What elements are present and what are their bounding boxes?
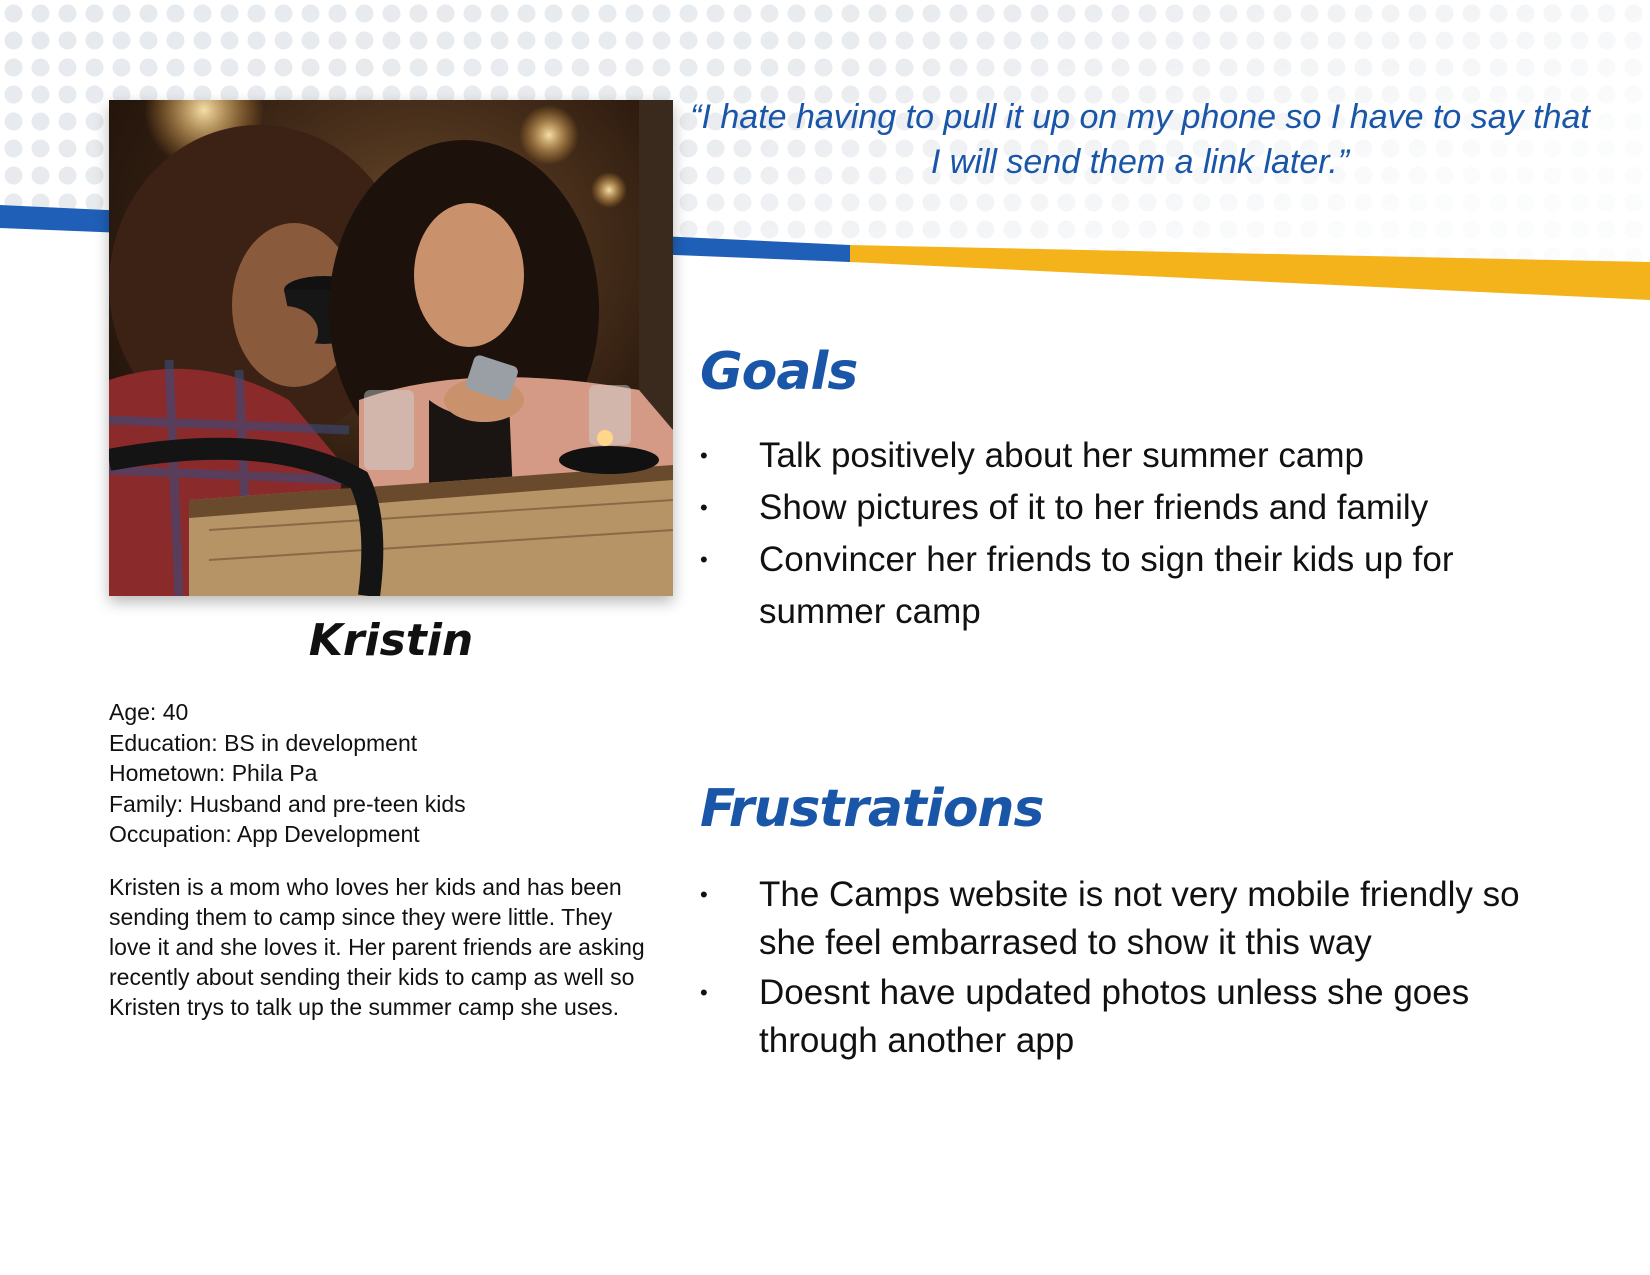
detail-education: Education: BS in development <box>109 729 418 756</box>
persona-bio: Kristen is a mom who loves her kids and has been sending them to camp since they were little. They love it and she loves it. Her parent friends are asking recently about sending their kids to camp as well so Kristen trys to talk up the summer camp she uses. <box>109 874 645 1020</box>
persona-photo <box>109 100 673 596</box>
goals-list <box>700 430 1560 638</box>
persona-quote: “I hate having to pull it up on my phone so I have to say that I will send them a link later.” <box>690 98 1590 181</box>
bullet-icon: • <box>700 495 708 520</box>
frustration-text: The Camps website is not very mobile friendly so she feel embarrased to show it this way <box>759 875 1520 962</box>
goal-item <box>700 430 1560 482</box>
bullet-icon: • <box>700 980 708 1005</box>
detail-age: Age: 40 <box>109 699 189 725</box>
persona-name: Kristin <box>308 615 474 666</box>
frustration-text: Doesnt have updated photos unless she goes through another app <box>759 973 1470 1060</box>
bullet-icon: • <box>700 882 708 907</box>
goal-text: Convincer her friends to sign their kids up for summer camp <box>759 540 1454 631</box>
goal-item <box>700 482 1560 534</box>
bullet-icon: • <box>700 443 708 468</box>
frustrations-list <box>700 871 1560 1067</box>
detail-family: Family: Husband and pre-teen kids <box>109 790 466 817</box>
goal-item <box>700 534 1560 638</box>
detail-hometown: Hometown: Phila Pa <box>109 760 318 786</box>
goals-heading: Goals <box>700 342 858 402</box>
bullet-icon: • <box>700 547 708 572</box>
frustration-item <box>700 871 1560 967</box>
detail-occupation: Occupation: App Development <box>109 821 420 847</box>
frustration-item <box>700 969 1560 1065</box>
goal-text: Talk positively about her summer camp <box>759 436 1364 475</box>
frustrations-heading: Frustrations <box>700 779 1044 839</box>
persona-details <box>109 697 669 850</box>
goal-text: Show pictures of it to her friends and family <box>759 488 1429 527</box>
